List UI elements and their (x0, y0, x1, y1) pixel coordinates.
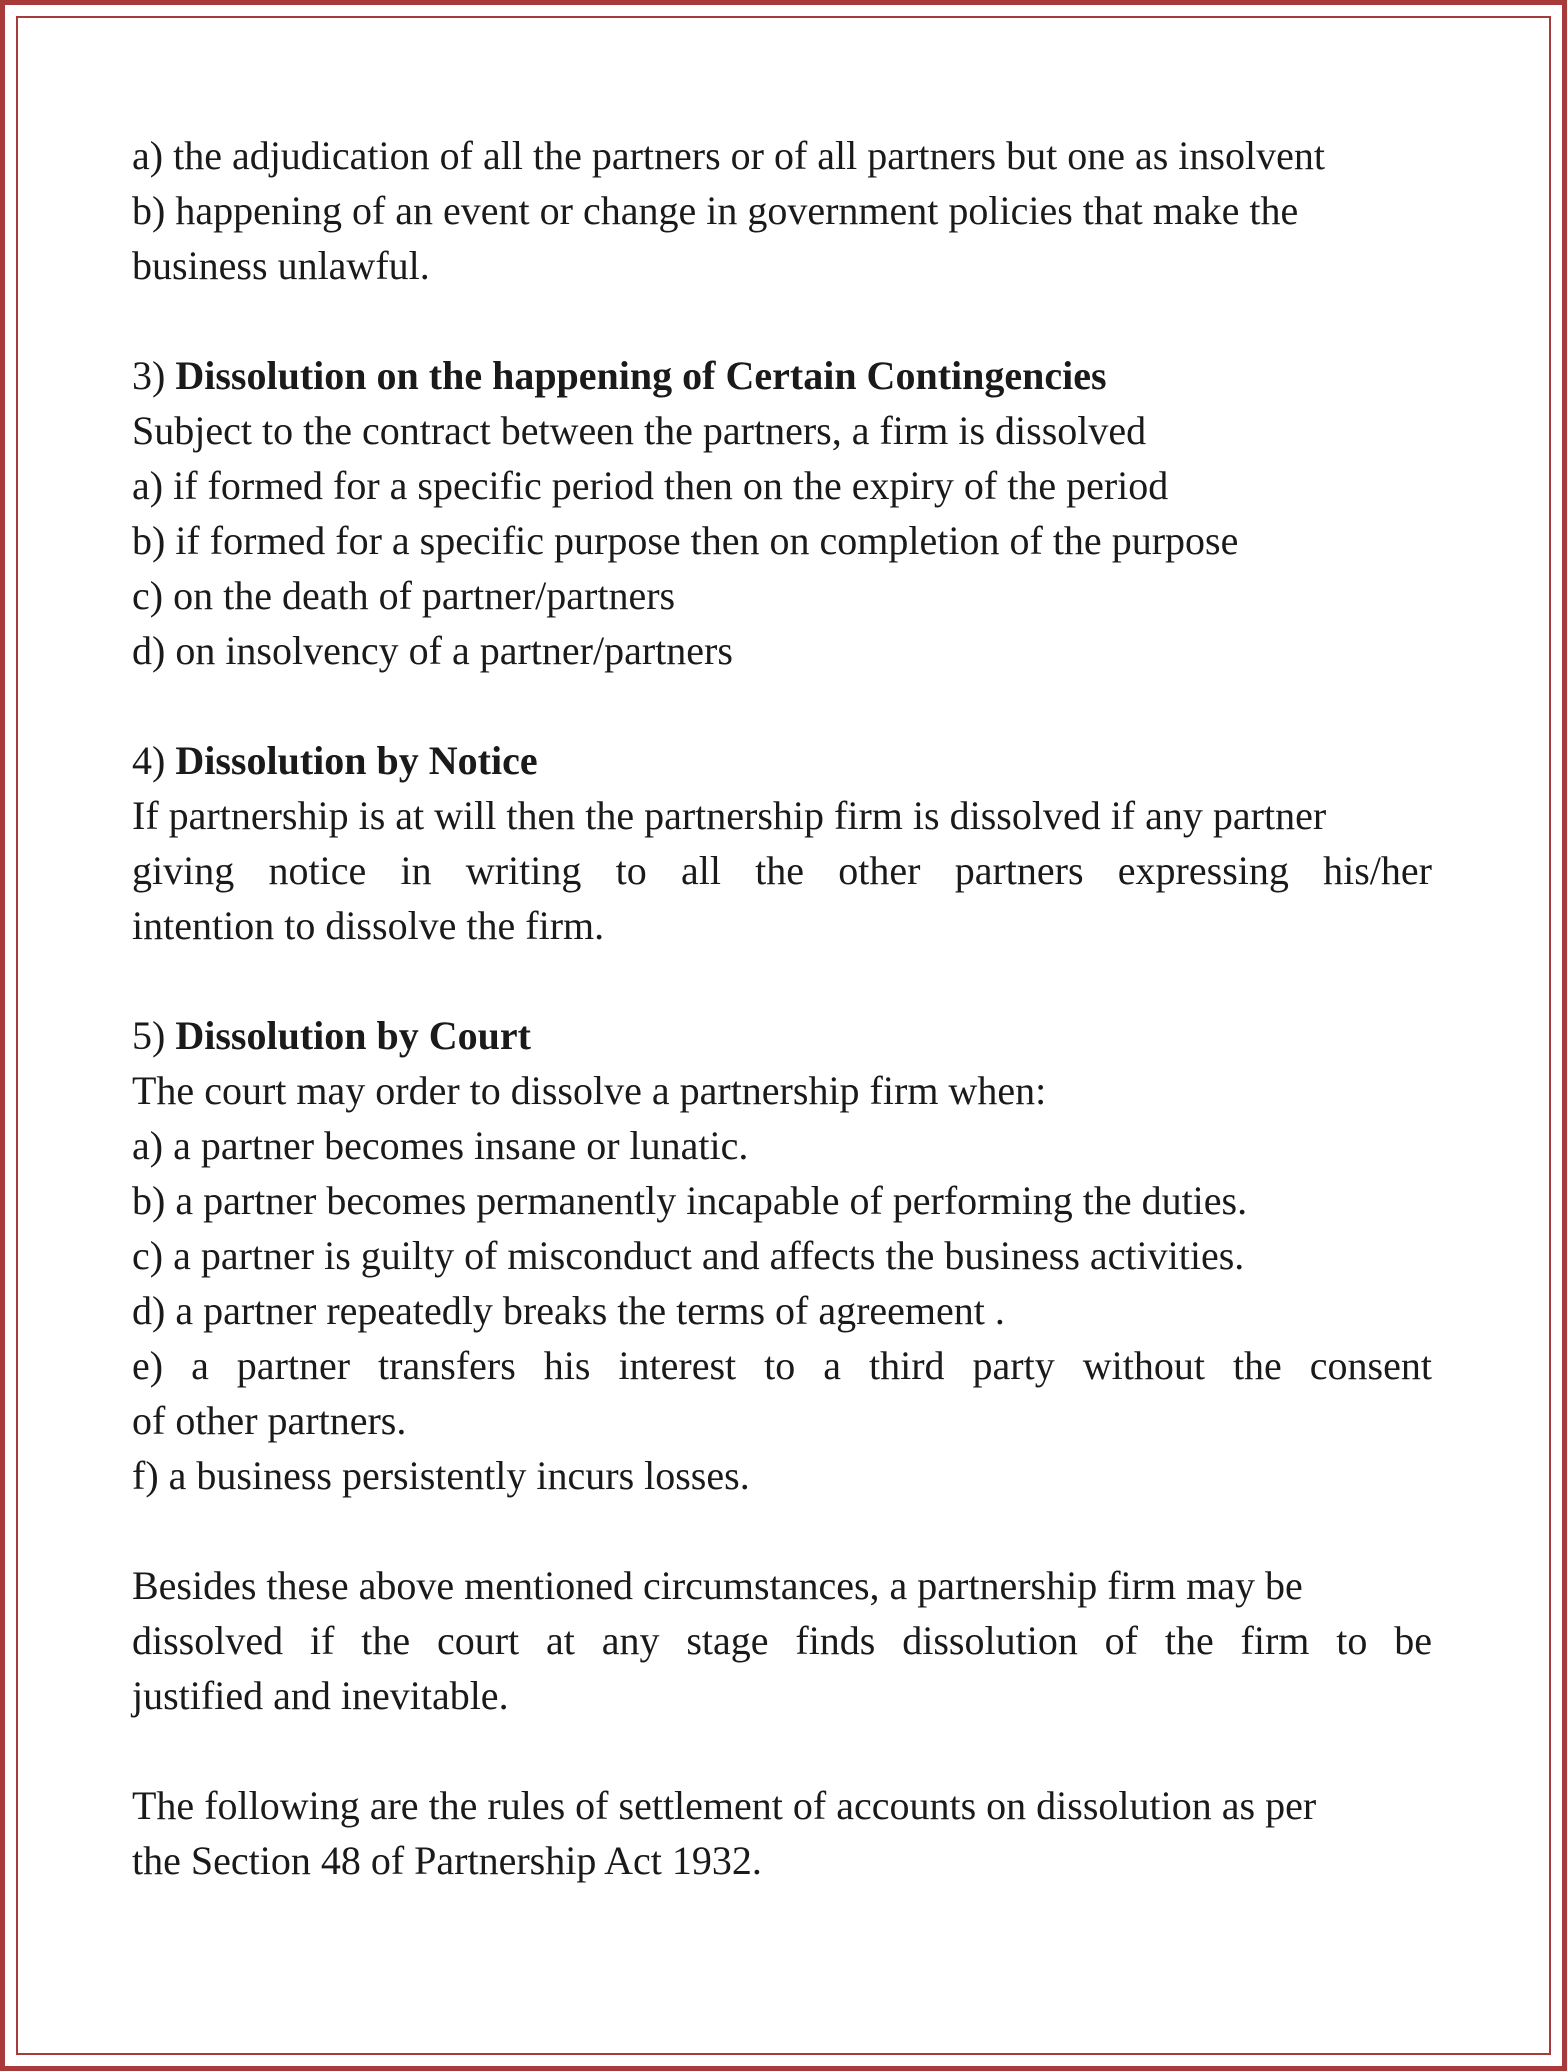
text-line: business unlawful. (132, 243, 430, 288)
section-heading (132, 348, 1432, 403)
list-item: e) a partner transfers his interest to a third party without the consent (132, 1343, 1432, 1388)
section-4 (132, 733, 1432, 953)
text-line: Subject to the contract between the partners, a firm is dissolved (132, 408, 1147, 453)
text-line: giving notice in writing to all the other partners expressing his/her (132, 848, 1432, 893)
text-line: The following are the rules of settlement of accounts on dissolution as per (132, 1783, 1317, 1828)
list-item: b) a partner becomes permanently incapable of performing the duties. (132, 1178, 1248, 1223)
list-item: a) if formed for a specific period then on the expiry of the period (132, 463, 1169, 508)
text-line: a) the adjudication of all the partners or of all partners but one as insolvent (132, 133, 1325, 178)
list-item: f) a business persistently incurs losses. (132, 1453, 750, 1498)
section-number: 4) (132, 738, 166, 783)
list-item-continuation: of other partners. (132, 1398, 407, 1443)
text-line: justified and inevitable. (132, 1673, 509, 1718)
list-item: a) a partner becomes insane or lunatic. (132, 1123, 749, 1168)
text-line: b) happening of an event or change in government policies that make the (132, 188, 1299, 233)
section-number: 5) (132, 1013, 166, 1058)
text-line: Besides these above mentioned circumstances, a partnership firm may be (132, 1563, 1303, 1608)
paragraph-gap (132, 293, 1432, 348)
section-5 (132, 1008, 1432, 1503)
list-item: b) if formed for a specific purpose then on completion of the purpose (132, 518, 1239, 563)
section-heading (132, 733, 1432, 788)
section-title: Dissolution by Court (175, 1013, 531, 1058)
closing-paragraph-2 (132, 1778, 1432, 1888)
paragraph-gap (132, 1723, 1432, 1778)
paragraph-gap (132, 678, 1432, 733)
list-item: d) a partner repeatedly breaks the terms of agreement . (132, 1288, 1005, 1333)
text-line: If partnership is at will then the partnership firm is dissolved if any partner (132, 793, 1327, 838)
section-title: Dissolution by Notice (175, 738, 538, 783)
text-line: The court may order to dissolve a partnership firm when: (132, 1068, 1047, 1113)
intro-paragraph (132, 128, 1432, 293)
paragraph-gap (132, 953, 1432, 1008)
document-body (132, 128, 1432, 1888)
text-line: intention to dissolve the firm. (132, 903, 605, 948)
section-heading (132, 1008, 1432, 1063)
list-item: c) on the death of partner/partners (132, 573, 676, 618)
text-line: the Section 48 of Partnership Act 1932. (132, 1838, 762, 1883)
list-item: d) on insolvency of a partner/partners (132, 628, 733, 673)
text-line: dissolved if the court at any stage finds dissolution of the firm to be (132, 1618, 1432, 1663)
section-number: 3) (132, 353, 166, 398)
section-title: Dissolution on the happening of Certain Contingencies (175, 353, 1107, 398)
paragraph-gap (132, 1503, 1432, 1558)
closing-paragraph-1 (132, 1558, 1432, 1723)
section-3 (132, 348, 1432, 678)
list-item: c) a partner is guilty of misconduct and affects the business activities. (132, 1233, 1245, 1278)
